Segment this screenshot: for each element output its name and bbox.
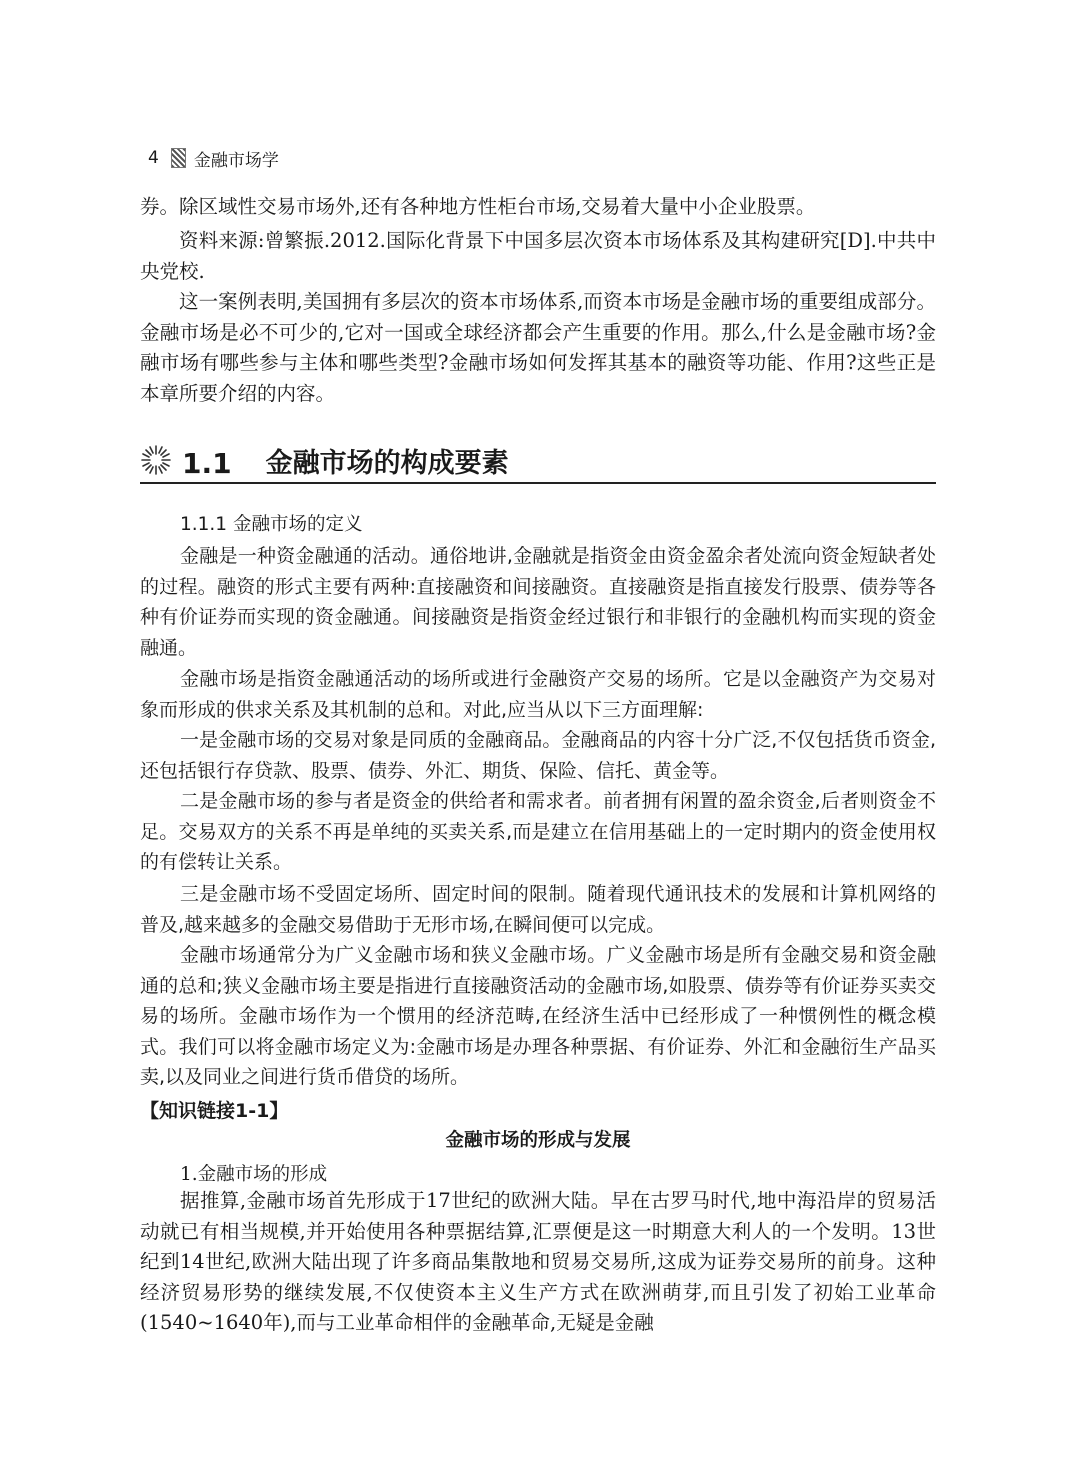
section-rule bbox=[140, 482, 936, 484]
knowledge-link-title: 金融市场的形成与发展 bbox=[445, 1130, 631, 1151]
body-paragraph-3: 一是金融市场的交易对象是同质的金融商品。金融商品的内容十分广泛,不仅包括货币资金,还包括银行存贷款、股票、债券、外汇、期货、保险、信托、黄金等。 bbox=[140, 729, 936, 782]
section-title: 金融市场的构成要素 bbox=[265, 448, 509, 479]
body-paragraph-4: 二是金融市场的参与者是资金的供给者和需求者。前者拥有闲置的盈余资金,后者则资金不足。交易双方的关系不再是单纯的买卖关系,而是建立在信用基础上的一定时期内的资金使用权的有偿转让关系。 bbox=[140, 790, 936, 874]
starburst-icon bbox=[140, 444, 172, 476]
body-paragraph-6: 金融市场通常分为广义金融市场和狭义金融市场。广义金融市场是所有金融交易和资金融通的总和;狭义金融市场主要是指进行直接融资活动的金融市场,如股票、债券等有价证券买卖交易的场所。金融市场作为一个惯用的经济范畴,在经济生活中已经形成了一种惯例性的概念模式。我们可以将金融市场定义为:金融市场是办理各种票据、有价证券、外汇和金融衍生产品买卖,以及同业之间进行货币借贷的场所。 bbox=[140, 944, 936, 1089]
knowledge-link-paragraph: 据推算,金融市场首先形成于17世纪的欧洲大陆。早在古罗马时代,地中海沿岸的贸易活动就已有相当规模,并开始使用各种票据结算,汇票便是这一时期意大利人的一个发明。13世纪到14世纪,欧洲大陆出现了许多商品集散地和贸易交易所,这成为证券交易所的前身。这种经济贸易形势的继续发展,不仅使资本主义生产方式在欧洲萌芽,而且引发了初始工业革命(1540~1640年),而与工业革命相伴的金融革命,无疑是金融 bbox=[140, 1189, 936, 1335]
running-head bbox=[148, 146, 279, 170]
knowledge-link-subheading: 1.金融市场的形成 bbox=[180, 1164, 328, 1185]
intro-paragraph-1: 券。除区域性交易市场外,还有各种地方性柜台市场,交易着大量中小企业股票。 bbox=[140, 195, 816, 218]
ornament-icon bbox=[171, 148, 186, 168]
body-paragraph-2: 金融市场是指资金融通活动的场所或进行金融资产交易的场所。它是以金融资产为交易对象而形成的供求关系及其机制的总和。对此,应当从以下三方面理解: bbox=[140, 668, 936, 721]
subsection-title: 1.1.1 金融市场的定义 bbox=[180, 514, 363, 535]
knowledge-link-tag: 【知识链接1-1】 bbox=[140, 1100, 289, 1122]
section-heading bbox=[140, 436, 936, 480]
page-number: 4 bbox=[148, 148, 159, 168]
intro-paragraph-2: 这一案例表明,美国拥有多层次的资本市场体系,而资本市场是金融市场的重要组成部分。金融市场是必不可少的,它对一国或全球经济都会产生重要的作用。那么,什么是金融市场?金融市场有哪些参与主体和哪些类型?金融市场如何发挥其基本的融资等功能、作用?这些正是本章所要介绍的内容。 bbox=[140, 290, 936, 405]
body-paragraph-1: 金融是一种资金融通的活动。通俗地讲,金融就是指资金由资金盈余者处流向资金短缺者处的过程。融资的形式主要有两种:直接融资和间接融资。直接融资是指直接发行股票、债券等各种有价证券而实现的资金融通。间接融资是指资金经过银行和非银行的金融机构而实现的资金融通。 bbox=[140, 545, 936, 659]
source-citation: 资料来源:曾繁振.2012.国际化背景下中国多层次资本市场体系及其构建研究[D].中共中央党校. bbox=[140, 229, 936, 283]
body-paragraph-5: 三是金融市场不受固定场所、固定时间的限制。随着现代通讯技术的发展和计算机网络的普及,越来越多的金融交易借助于无形市场,在瞬间便可以完成。 bbox=[140, 883, 936, 936]
section-number: 1.1 bbox=[182, 447, 232, 480]
book-title: 金融市场学 bbox=[193, 150, 279, 171]
